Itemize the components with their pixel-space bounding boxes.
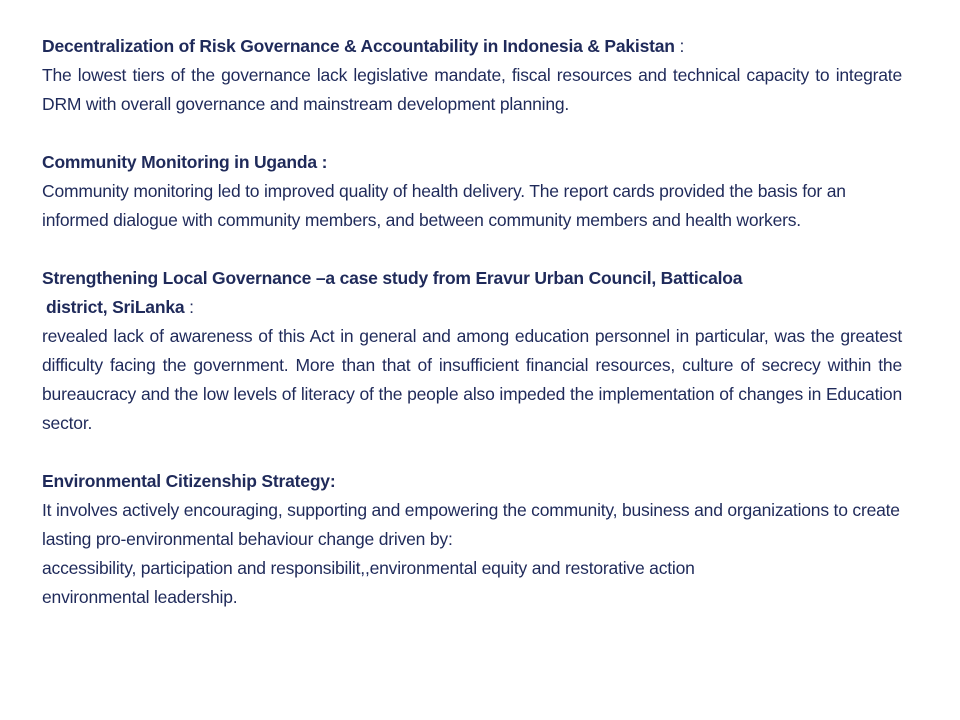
section-body-line-3: environmental leadership.: [42, 587, 238, 607]
section-body: Community monitoring led to improved quality of health delivery. The report cards provided the basis for an informed dialogue with community members, and between community members and health workers.: [42, 181, 846, 230]
heading-line-2: district, SriLanka: [46, 297, 185, 317]
heading-text: Decentralization of Risk Governance & Accountability in Indonesia & Pakistan: [42, 36, 675, 56]
section-heading: [42, 32, 902, 61]
section-local-governance: [42, 264, 902, 438]
heading-line-1: Strengthening Local Governance –a case study from Eravur Urban Council, Batticaloa: [42, 268, 743, 288]
section-body: revealed lack of awareness of this Act in general and among education personnel in particular, was the greatest difficulty facing the government. More than that of insufficient financial resources, culture of secrecy within the bureaucracy and the low levels of literacy of the people also impeded the implementation of changes in Education sector.: [42, 326, 902, 433]
section-body-line-1: It involves actively encouraging, supporting and empowering the community, business and organizations to create lasting pro-environmental behaviour change driven by:: [42, 500, 900, 549]
section-heading: Environmental Citizenship Strategy:: [42, 471, 336, 491]
section-community-monitoring: [42, 148, 902, 235]
heading-suffix: :: [184, 297, 194, 317]
section-heading: [42, 264, 902, 322]
slide-content: [42, 32, 902, 612]
heading-suffix: :: [674, 36, 685, 56]
section-body: The lowest tiers of the governance lack legislative mandate, fiscal resources and technical capacity to integrate DRM with overall governance and mainstream development planning.: [42, 65, 902, 114]
section-body-line-2: accessibility, participation and responsibilit,,environmental equity and restorative action: [42, 558, 695, 578]
section-heading: Community Monitoring in Uganda :: [42, 152, 328, 172]
section-environmental-citizenship: [42, 467, 902, 612]
section-decentralization: [42, 32, 902, 119]
